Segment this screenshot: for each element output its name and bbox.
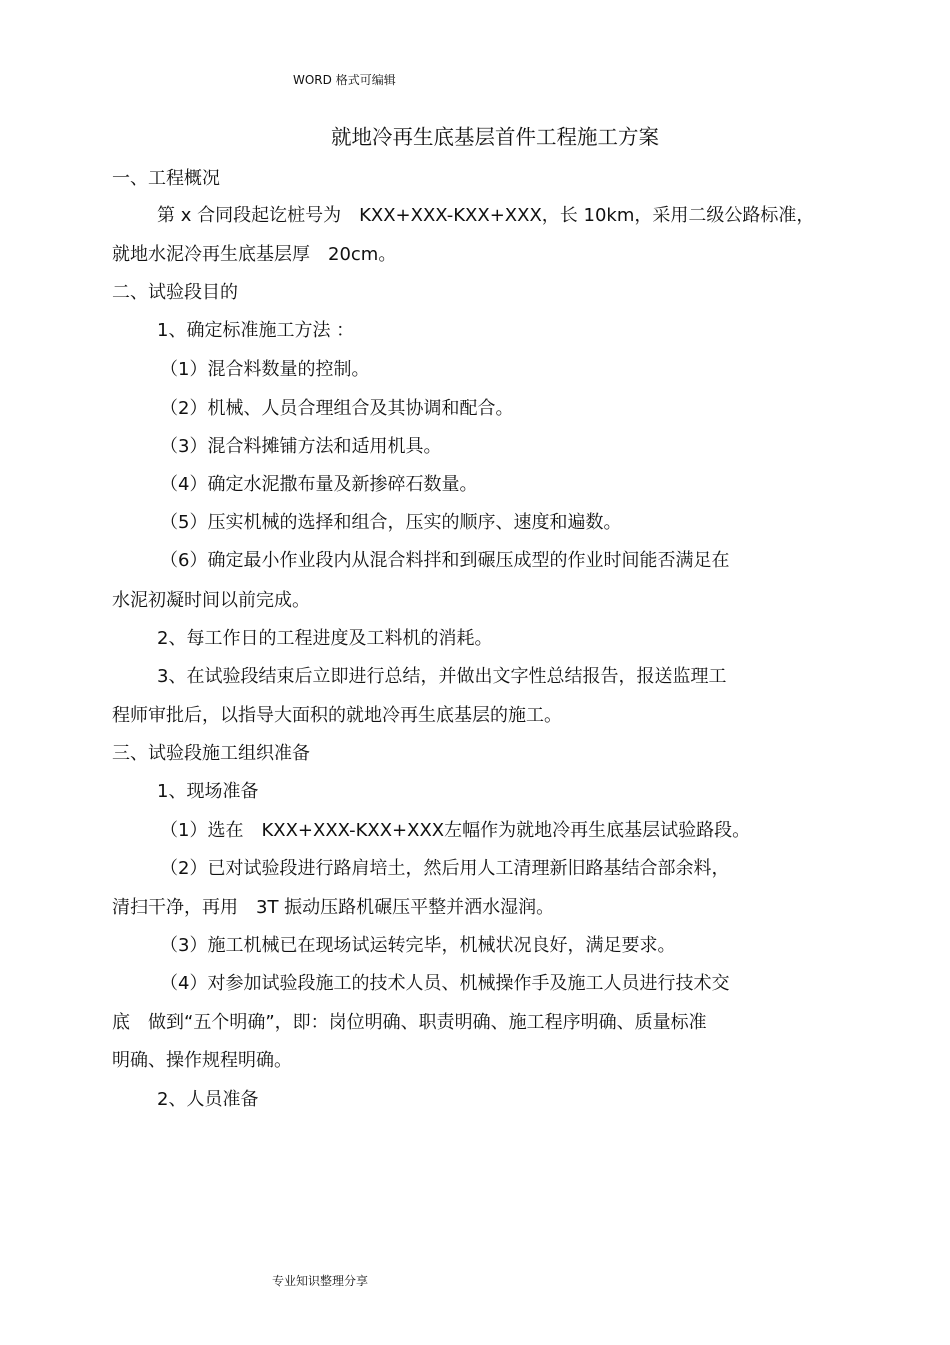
list-item: （3）混合料摊铺方法和适用机具。 xyxy=(160,436,442,457)
list-item: 3、在试验段结束后立即进行总结，并做出文字性总结报告，报送监理工 xyxy=(157,666,727,687)
paragraph-line: 第 x 合同段起讫桩号为 KXX+XXX-KXX+XXX，长 10km，采用二级公路标准， xyxy=(157,205,815,226)
list-item: 1、现场准备 xyxy=(157,781,259,802)
section-heading-purpose: 二、试验段目的 xyxy=(112,282,238,303)
list-item: 1、确定标准施工方法 ： xyxy=(157,320,355,341)
list-item: 2、每工作日的工程进度及工料机的消耗。 xyxy=(157,628,493,649)
document-title: 就地冷再生底基层首件工程施工方案 xyxy=(331,125,659,149)
list-item: （6）确定最小作业段内从混合料拌和到碾压成型的作业时间能否满足在 xyxy=(160,550,730,571)
list-item: 2、人员准备 xyxy=(157,1089,259,1110)
list-item: （1）选在 KXX+XXX-KXX+XXX左幅作为就地冷再生底基层试验路段。 xyxy=(160,820,751,841)
paragraph-line: 水泥初凝时间以前完成。 xyxy=(112,590,310,611)
section-heading-overview: 一、工程概况 xyxy=(112,168,220,189)
footer-note: 专业知识整理分享 xyxy=(272,1274,369,1288)
header-note: WORD 格式可编辑 xyxy=(293,73,396,87)
list-item: （2）机械、人员合理组合及其协调和配合。 xyxy=(160,398,514,419)
list-item: （2）已对试验段进行路肩培土，然后用人工清理新旧路基结合部余料， xyxy=(160,858,730,879)
paragraph-line: 程师审批后，以指导大面积的就地冷再生底基层的施工。 xyxy=(112,705,562,726)
paragraph-line: 就地水泥冷再生底基层厚 20cm。 xyxy=(112,244,397,265)
paragraph-line: 清扫干净，再用 3T 振动压路机碾压平整并洒水湿润。 xyxy=(112,897,555,918)
list-item: （5）压实机械的选择和组合，压实的顺序、速度和遍数。 xyxy=(160,512,622,533)
section-heading-preparation: 三、试验段施工组织准备 xyxy=(112,743,310,764)
list-item: （3）施工机械已在现场试运转完毕，机械状况良好，满足要求。 xyxy=(160,935,676,956)
list-item: （1）混合料数量的控制。 xyxy=(160,359,370,380)
list-item: （4）对参加试验段施工的技术人员、机械操作手及施工人员进行技术交 xyxy=(160,973,730,994)
paragraph-line: 明确、操作规程明确。 xyxy=(112,1050,292,1071)
paragraph-line: 底 做到“五个明确”，即：岗位明确、职责明确、施工程序明确、质量标准 xyxy=(112,1012,707,1033)
list-item: （4）确定水泥撒布量及新掺碎石数量。 xyxy=(160,474,478,495)
